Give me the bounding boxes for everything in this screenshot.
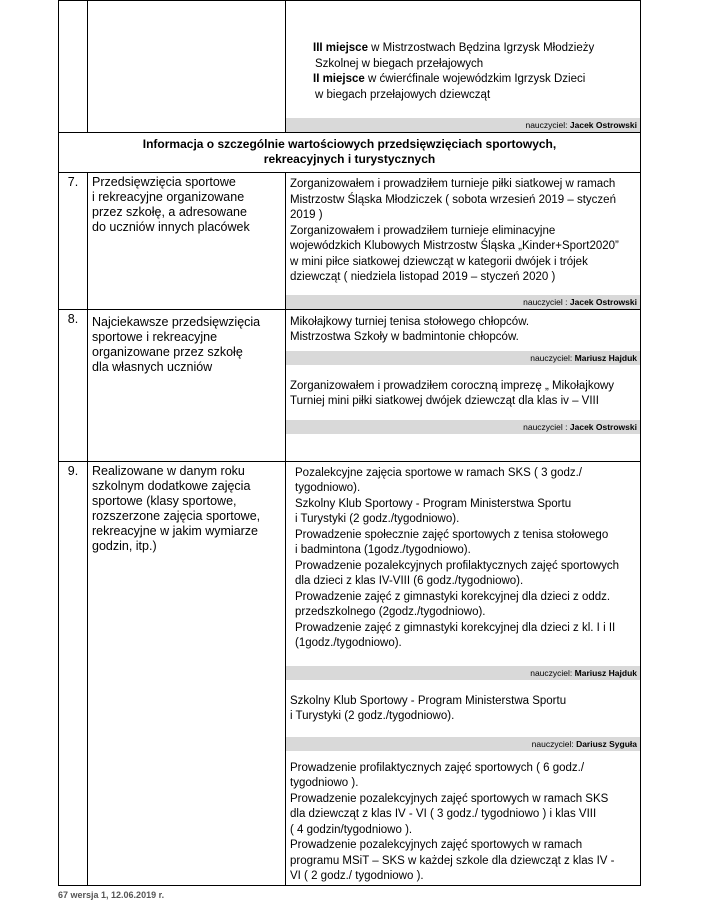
content-text: Pozalekcyjne zajęcia sportowe w ramach SKS ( 3 godz./ tygodniowo). Szkolny Klub Sportowy - Program Ministerstwa Sportu i Turystyki (2 godz./tygodniowo). Prowadzenie społecznie zajęć sportowych z tenisa stołowego i badmintona (1godz./tygodniowo). Prowadzenie pozalekcyjnych profilaktycznych zajęć sportowych dla dzieci z klas IV-VIII (6 godz./tygodniowo). Prowadzenie zajęć z gimnastyki korekcyjnej dla dzieci z oddz. przedszkolnego (2godz./tygodniowo). Prowadzenie zajęć z gimnastyki korekcyjnej dla dzieci z kl. I i II (1godz./tygodniowo). xyxy=(295,466,620,649)
section-header-row xyxy=(59,133,641,173)
teacher-name: Mariusz Hajduk xyxy=(574,667,637,678)
content-text: Prowadzenie profilaktycznych zajęć sportowych ( 6 godz./ tygodniowo ). Prowadzenie pozalekcyjnych zajęć sportowych w ramach SKS dla dziewcząt z klas IV - VI ( 3 godz./ tygodniowo ) i klas VIII ( 4 godzin/tygodniowo ). Prowadzenie pozalekcyjnych zajęć sportowych w ramach programu MSiT – SKS w każdej szkole dla dziewcząt z klas IV - VI ( 2 godz./ tygodniowo ). xyxy=(290,761,615,882)
row-number: 7. xyxy=(59,173,88,310)
teacher-name: Dariusz Syguła xyxy=(576,738,637,749)
content-cell xyxy=(286,173,641,310)
report-table xyxy=(58,0,641,886)
content-text: Szkolny Klub Sportowy - Program Ministerstwa Sportu i Turystyki (2 godz./tygodniowo). xyxy=(290,694,567,722)
page-footer: 67 wersja 1, 12.06.2019 r. xyxy=(58,890,165,900)
row-number: 9. xyxy=(59,461,88,885)
teacher-name: Jacek Ostrowski xyxy=(569,421,637,432)
content-cell xyxy=(286,1,641,133)
row-number: 8. xyxy=(59,309,88,461)
table-row xyxy=(59,173,641,310)
teacher-label: nauczyciel: Mariusz Hajduk xyxy=(286,351,640,365)
content-text: Zorganizowałem i prowadziłem turnieje piłki siatkowej w ramach Mistrzostw Śląska Młodziczek ( sobota wrzesień 2019 – styczeń 2019 ) Zorganizowałem i prowadziłem turnieje eliminacyjne wojewódzkich Klubowych Mistrzostw Śląska „Kinder+Sport2020” w mini piłce siatkowej dziewcząt w kategorii dwójek i trójek dziewcząt ( niedziela listopad 2019 – styczeń 2020 ) xyxy=(290,178,619,283)
teacher-label: nauczyciel: Mariusz Hajduk xyxy=(286,666,640,680)
teacher-name: Jacek Ostrowski xyxy=(569,296,637,307)
content-text: Mikołajkowy turniej tenisa stołowego chłopców. Mistrzostwa Szkoły w badmintonie chłopców. xyxy=(290,315,530,343)
row-description: Realizowane w danym roku szkolnym dodatkowe zajęcia sportowe (klasy sportowe, rozszerzone zajęcia sportowe, rekreacyjne w jakim wymiarze godzin, itp.) xyxy=(88,461,286,885)
content-text: Zorganizowałem i prowadziłem coroczną imprezę „ Mikołajkowy Turniej mini piłki siatkowej dwójek dziewcząt dla klas iv – VIII xyxy=(290,379,615,407)
achievements-text xyxy=(286,1,640,103)
document-page xyxy=(58,0,640,886)
teacher-name: Mariusz Hajduk xyxy=(574,352,637,363)
section-header xyxy=(59,133,641,173)
content-cell xyxy=(286,461,641,885)
achievement-line: Szkolnej w biegach przełajowych xyxy=(315,57,484,70)
table-row xyxy=(59,309,641,461)
section-header-line-2: rekreacyjnych i turystycznych xyxy=(263,152,436,166)
achievement-line: III miejsce w Mistrzostwach Będzina Igrzysk Młodzieży xyxy=(313,42,595,54)
section-header-line-1: Informacja o szczególnie wartościowych przedsięwzięciach sportowych, xyxy=(142,137,557,151)
table-row xyxy=(59,461,641,885)
row-description: Najciekawsze przedsięwzięcia sportowe i rekreacyjne organizowane przez szkołę dla własnych uczniów xyxy=(88,309,286,461)
row-description: Przedsięwzięcia sportowe i rekreacyjne organizowane przez szkołę, a adresowane do uczniów innych placówek xyxy=(88,173,286,310)
teacher-label: nauczyciel: Dariusz Syguła xyxy=(286,737,640,751)
achievement-line: w biegach przełajowych dziewcząt xyxy=(315,88,491,101)
description-cell xyxy=(88,1,286,133)
teacher-label: nauczyciel: Jacek Ostrowski xyxy=(286,118,640,132)
number-cell xyxy=(59,1,88,133)
teacher-label: nauczyciel : Jacek Ostrowski xyxy=(286,295,640,309)
table-row-continuation xyxy=(59,1,641,133)
content-cell xyxy=(286,309,641,461)
teacher-name: Jacek Ostrowski xyxy=(569,120,637,130)
teacher-label: nauczyciel : Jacek Ostrowski xyxy=(286,420,640,434)
achievement-line: II miejsce w ćwierćfinale wojewódzkim Igrzysk Dzieci xyxy=(313,73,586,85)
